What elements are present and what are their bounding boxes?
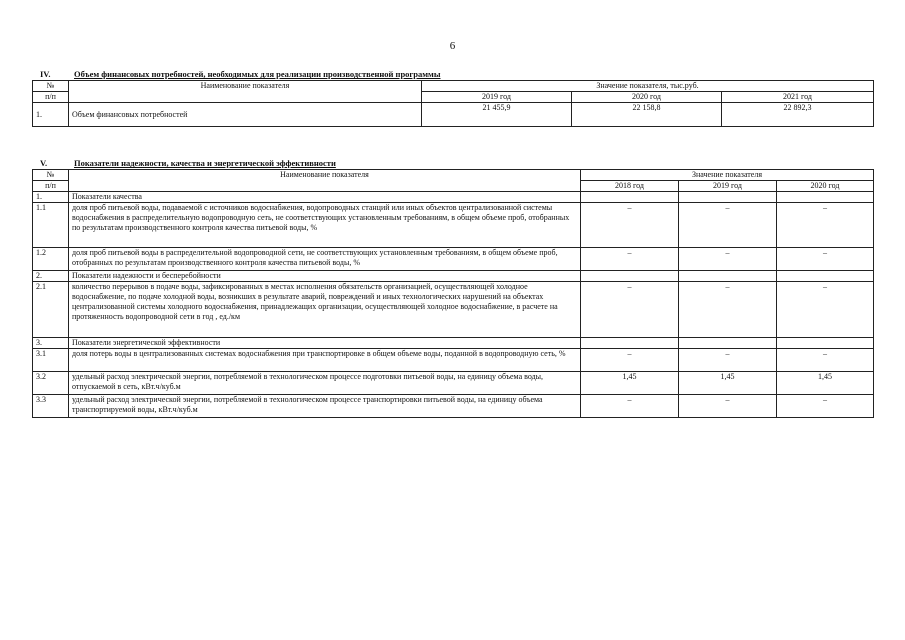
s4-year: 2020 год (572, 92, 722, 103)
row-number: 1.1 (33, 203, 69, 248)
row-value (581, 338, 679, 349)
row-value (777, 338, 874, 349)
row-name: доля проб питьевой воды, подаваемой с источников водоснабжения, водопроводных станций или иных объектов централизованной системы водоснабжения в распределительную водопроводную сеть, не соответствующих установленным требованиям, в общем объеме проб, отобранных по результатам производственного контроля качества питьевой воды, % (69, 203, 581, 248)
table-row (33, 395, 874, 418)
row-value: 22 158,8 (572, 103, 722, 127)
row-value: – (679, 282, 777, 338)
s4-year: 2021 год (722, 92, 874, 103)
row-value: – (581, 203, 679, 248)
row-value: 1,45 (777, 372, 874, 395)
table-row (33, 103, 874, 127)
table-row (33, 203, 874, 248)
row-value: – (581, 395, 679, 418)
row-value: – (777, 282, 874, 338)
row-value (679, 271, 777, 282)
row-name: Показатели надежности и бесперебойности (69, 271, 581, 282)
row-value: – (777, 349, 874, 372)
s5-year: 2020 год (777, 181, 874, 192)
row-name: доля проб питьевой воды в распределительной водопроводной сети, не соответствующих установленным требованиям, в общем объеме проб, отобранных по результатам производственного контроля качества питьевой воды, % (69, 248, 581, 271)
section5-rows (33, 192, 874, 418)
row-value: – (679, 395, 777, 418)
row-value: – (777, 203, 874, 248)
row-number: 1. (33, 103, 69, 127)
table-row (33, 349, 874, 372)
table-row (33, 338, 874, 349)
row-value: 1,45 (679, 372, 777, 395)
s4-header-no: № (33, 81, 69, 92)
row-value: – (679, 349, 777, 372)
row-number: 2. (33, 271, 69, 282)
section5-title: Показатели надежности, качества и энергетической эффективности (74, 158, 336, 168)
table-row (33, 282, 874, 338)
row-number: 3.2 (33, 372, 69, 395)
table-row (33, 248, 874, 271)
row-number: 3. (33, 338, 69, 349)
s4-header-value: Значение показателя, тыс.руб. (422, 81, 874, 92)
row-name: удельный расход электрической энергии, потребляемой в технологическом процессе транспортировки питьевой воды, на единицу объема транспортируемой воды, кВт.ч/куб.м (69, 395, 581, 418)
row-name: Объем финансовых потребностей (69, 103, 422, 127)
table-row (33, 372, 874, 395)
row-number: 3.3 (33, 395, 69, 418)
row-value (581, 271, 679, 282)
section4-table (32, 80, 874, 127)
section5-number: V. (40, 158, 48, 168)
page-number: 6 (449, 40, 456, 52)
table-row (33, 271, 874, 282)
row-name: Показатели качества (69, 192, 581, 203)
row-value (679, 192, 777, 203)
s5-year: 2018 год (581, 181, 679, 192)
row-value: – (581, 248, 679, 271)
row-value: – (777, 248, 874, 271)
row-value: – (679, 248, 777, 271)
row-value: 21 455,9 (422, 103, 572, 127)
row-value: – (581, 282, 679, 338)
row-value (679, 338, 777, 349)
s5-year: 2019 год (679, 181, 777, 192)
row-value: 22 892,3 (722, 103, 874, 127)
row-value (777, 192, 874, 203)
row-number: 3.1 (33, 349, 69, 372)
row-number: 1. (33, 192, 69, 203)
s5-header-no: № (33, 170, 69, 181)
row-value (581, 192, 679, 203)
section4-title: Объем финансовых потребностей, необходимых для реализации производственной программы (74, 69, 441, 79)
row-value: 1,45 (581, 372, 679, 395)
s5-header-name: Наименование показателя (69, 170, 581, 192)
row-name: доля потерь воды в централизованных системах водоснабжения при транспортировке в общем объеме воды, поданной в водопроводную сеть, % (69, 349, 581, 372)
row-number: 1.2 (33, 248, 69, 271)
table-row (33, 192, 874, 203)
s4-header-pp: п/п (33, 92, 69, 103)
row-value (777, 271, 874, 282)
row-value: – (777, 395, 874, 418)
row-name: количество перерывов в подаче воды, зафиксированных в местах исполнения обязательств организацией, осуществляющей холодное водоснабжение, по подаче холодной воды, возникших в результате аварий, повреждений и иных технологических нарушений на объектах централизованной системы холодного водоснабжения, принадлежащих организации, осуществляющей холодное водоснабжение, в расчете на протяженность водопроводной сети в год , ед./км (69, 282, 581, 338)
row-name: удельный расход электрической энергии, потребляемой в технологическом процессе подготовки питьевой воды, на единицу объема воды, отпускаемой в сеть, кВт.ч/куб.м (69, 372, 581, 395)
section4-number: IV. (40, 69, 51, 79)
section5-table (32, 169, 874, 418)
s5-header-value: Значение показателя (581, 170, 874, 181)
s4-year: 2019 год (422, 92, 572, 103)
row-value: – (581, 349, 679, 372)
row-name: Показатели энергетической эффективности (69, 338, 581, 349)
s4-header-name: Наименование показателя (69, 81, 422, 103)
section5-heading (40, 158, 336, 168)
row-value: – (679, 203, 777, 248)
s5-header-pp: п/п (33, 181, 69, 192)
row-number: 2.1 (33, 282, 69, 338)
section4-heading (40, 69, 440, 79)
